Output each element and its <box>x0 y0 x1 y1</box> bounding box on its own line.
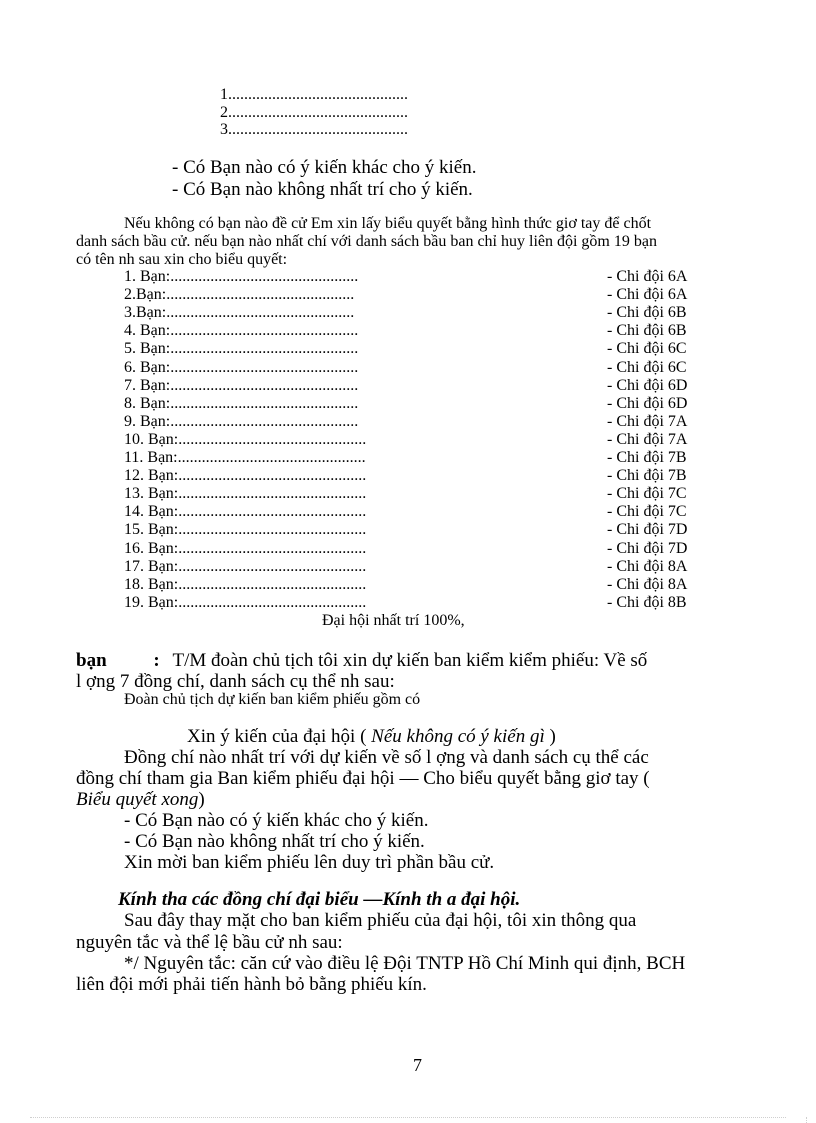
opinion-line-disagree-2: - Có Bạn nào không nhất trí cho ý kiến. <box>124 831 425 852</box>
page-corner-mark <box>806 1117 807 1123</box>
speaker-colon: : <box>153 650 160 671</box>
candidate-label: 5. Bạn:............................................... <box>124 340 359 358</box>
speaker-label: bạn <box>76 650 107 671</box>
unanimous-note: Đại hội nhất trí 100%, <box>322 612 465 629</box>
candidate-unit: - Chi đội 8A <box>607 575 688 593</box>
candidate-unit: - Chi đội 7D <box>607 539 688 557</box>
candidate-label: 19. Bạn:............................................... <box>124 593 367 611</box>
candidate-unit: - Chi đội 7D <box>607 521 688 539</box>
candidate-label: 10. Bạn:............................................... <box>124 430 367 448</box>
candidate-label: 12. Bạn:............................................... <box>124 467 367 485</box>
opinion-line-different: - Có Bạn nào có ý kiến khác cho ý kiến. <box>172 157 477 178</box>
opinion-line-different-2: - Có Bạn nào có ý kiến khác cho ý kiến. <box>124 810 429 831</box>
opinion-request-close: ) <box>544 726 556 747</box>
candidate-label: 15. Bạn:............................................... <box>124 521 367 539</box>
candidate-unit: - Chi đội 6A <box>607 286 688 304</box>
greeting-line: Kính tha các đồng chí đại biểu —Kính th a đại hội. <box>118 889 521 910</box>
page-number: 7 <box>413 1055 422 1075</box>
candidate-label: 8. Bạn:............................................... <box>124 394 359 412</box>
committee-line-1-text: T/M đoàn chủ tịch tôi xin dự kiến ban kiểm kiểm phiếu: Về số <box>172 650 648 671</box>
candidate-unit: - Chi đội 6D <box>607 394 688 412</box>
candidate-unit: - Chi đội 8B <box>607 593 687 611</box>
opinion-request-text: Xin ý kiến của đại hội ( <box>187 726 367 747</box>
candidate-label: 17. Bạn:............................................... <box>124 557 367 575</box>
candidate-label: 1. Bạn:............................................... <box>124 268 359 285</box>
vote-done-close: ) <box>198 789 205 810</box>
candidate-label: 14. Bạn:............................................... <box>124 503 367 521</box>
candidate-unit: - Chi đội 8A <box>607 557 688 575</box>
committee-line-2: l ợng 7 đồng chí, danh sách cụ thể nh sau: <box>76 671 395 692</box>
vote-done-italic: Biểu quyết xong <box>76 789 199 810</box>
page-bottom-rule <box>30 1117 786 1118</box>
candidate-label: 9. Bạn:............................................... <box>124 412 359 430</box>
candidate-unit: - Chi đội 7B <box>607 449 687 466</box>
candidate-unit: - Chi đội 6C <box>607 340 687 358</box>
candidate-unit: - Chi đội 7C <box>607 485 687 503</box>
principles-line-3: */ Nguyên tắc: căn cứ vào điều lệ Đội TNTP Hồ Chí Minh qui định, BCH <box>124 953 686 974</box>
candidate-label: 3.Bạn:............................................... <box>124 304 355 322</box>
candidate-unit: - Chi đội 6C <box>607 358 687 376</box>
candidate-unit: - Chi đội 6A <box>607 268 688 285</box>
candidate-label: 16. Bạn:............................................... <box>124 539 367 557</box>
opinion-line-disagree: - Có Bạn nào không nhất trí cho ý kiến. <box>172 179 473 200</box>
candidate-unit: - Chi đội 7C <box>607 503 687 521</box>
vote-paragraph-line-3: có tên nh sau xin cho biểu quyết: <box>76 251 288 268</box>
principles-line-4: liên đội mới phải tiến hành bỏ bằng phiếu kín. <box>76 974 427 995</box>
candidate-unit: - Chi đội 7A <box>607 412 688 430</box>
agree-paragraph-line-3 <box>76 789 205 810</box>
numbered-line-2: 2............................................. <box>220 104 408 121</box>
numbered-line-3: 3............................................. <box>220 121 408 138</box>
candidate-label: 4. Bạn:............................................... <box>124 322 359 340</box>
opinion-request-italic: Nếu không có ý kiến gì <box>366 726 545 747</box>
candidate-label: 13. Bạn:............................................... <box>124 485 367 503</box>
candidate-label: 2.Bạn:............................................... <box>124 286 355 304</box>
vote-paragraph-line-2: danh sách bầu cử. nếu bạn nào nhất chí với danh sách bầu ban chỉ huy liên đội gồm 19 bạn <box>76 233 657 250</box>
agree-paragraph-line-2: đồng chí tham gia Ban kiểm phiếu đại hội — Cho biểu quyết bằng giơ tay ( <box>76 768 650 789</box>
candidate-unit: - Chi đội 7B <box>607 467 687 485</box>
candidate-label: 18. Bạn:............................................... <box>124 575 367 593</box>
candidate-label: 11. Bạn:............................................... <box>124 449 366 466</box>
committee-line-3: Đoàn chủ tịch dự kiến ban kiểm phiếu gồm có <box>124 691 421 708</box>
candidate-unit: - Chi đội 6B <box>607 304 687 322</box>
invite-line: Xin mời ban kiểm phiếu lên duy trì phần bầu cử. <box>124 852 495 873</box>
principles-line-1: Sau đây thay mặt cho ban kiểm phiếu của đại hội, tôi xin thông qua <box>124 910 637 931</box>
candidate-unit: - Chi đội 6D <box>607 376 688 394</box>
agree-paragraph-line-1: Đồng chí nào nhất trí với dự kiến về số l ợng và danh sách cụ thể các <box>124 747 649 768</box>
vote-paragraph-line-1: Nếu không có bạn nào đề cử Em xin lấy biểu quyết bằng hình thức giơ tay để chốt <box>124 215 652 232</box>
opinion-request <box>187 726 556 747</box>
candidate-unit: - Chi đội 6B <box>607 322 687 340</box>
numbered-line-1: 1............................................. <box>220 86 408 103</box>
principles-line-2: nguyên tắc và thể lệ bầu cử nh sau: <box>76 932 343 953</box>
candidate-unit: - Chi đội 7A <box>607 430 688 448</box>
candidate-label: 6. Bạn:............................................... <box>124 358 359 376</box>
committee-line-1 <box>76 650 647 671</box>
candidate-label: 7. Bạn:............................................... <box>124 376 359 394</box>
